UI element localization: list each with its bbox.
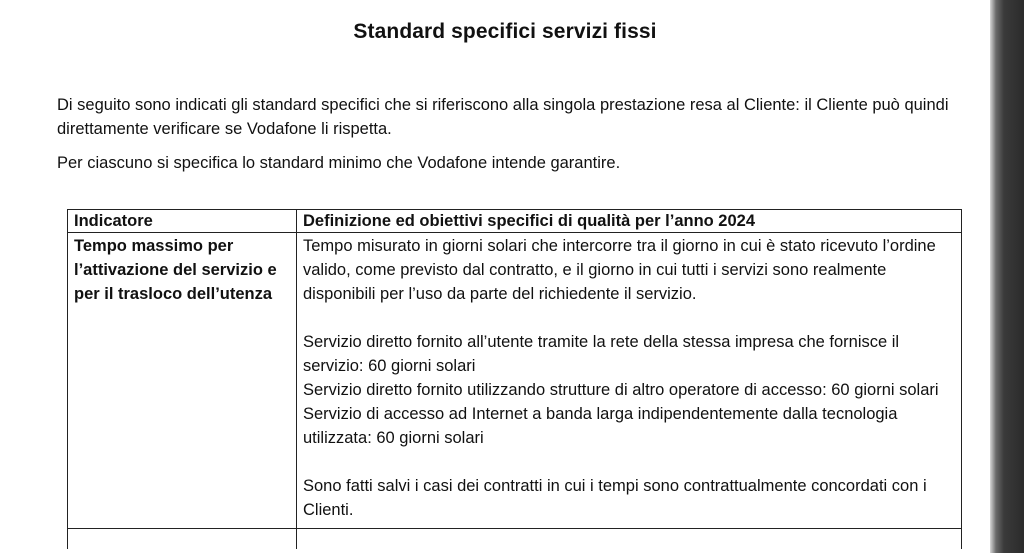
spacer: [303, 450, 955, 474]
header-indicatore: Indicatore: [68, 210, 297, 233]
empty-cell: [297, 529, 962, 550]
note-text: Sono fatti salvi i casi dei contratti in cui i tempi sono contrattualmente concordati con i Clienti.: [303, 477, 927, 519]
objective-item: Servizio diretto fornito utilizzando strutture di altro operatore di accesso: 60 giorni solari: [303, 381, 939, 399]
table-row-cut: [68, 529, 962, 550]
intro-paragraph: Di seguito sono indicati gli standard specifici che si riferiscono alla singola prestazione resa al Cliente: il Cliente può quindi direttamente verificare se Vodafone li rispetta.: [57, 96, 949, 138]
table-row: [68, 233, 962, 529]
objective-item: Servizio diretto fornito all’utente tramite la rete della stessa impresa che fornisce il servizio: 60 giorni solari: [303, 333, 900, 375]
page-title: Standard specifici servizi fissi: [353, 20, 657, 43]
viewer-edge-shadow: [990, 0, 1024, 553]
empty-cell: [68, 529, 297, 550]
definition-text: Tempo misurato in giorni solari che intercorre tra il giorno in cui è stato ricevuto l’ordine valido, come previsto dal contratto, e il giorno in cui tutti i servizi sono realmente disponibili per l’uso da parte del richiedente il servizio.: [303, 237, 936, 303]
spacer: [303, 306, 955, 330]
header-definizione: Definizione ed obiettivi specifici di qualità per l’anno 2024: [297, 210, 962, 233]
objective-item: Servizio di accesso ad Internet a banda larga indipendentemente dalla tecnologia utilizzata: 60 giorni solari: [303, 405, 898, 447]
definition-cell: [297, 233, 962, 529]
table-header-row: [68, 210, 962, 233]
standards-table: [67, 209, 962, 549]
indicator-cell: Tempo massimo per l’attivazione del servizio e per il trasloco dell’utenza: [68, 233, 297, 529]
second-paragraph: Per ciascuno si specifica lo standard minimo che Vodafone intende garantire.: [57, 154, 621, 172]
